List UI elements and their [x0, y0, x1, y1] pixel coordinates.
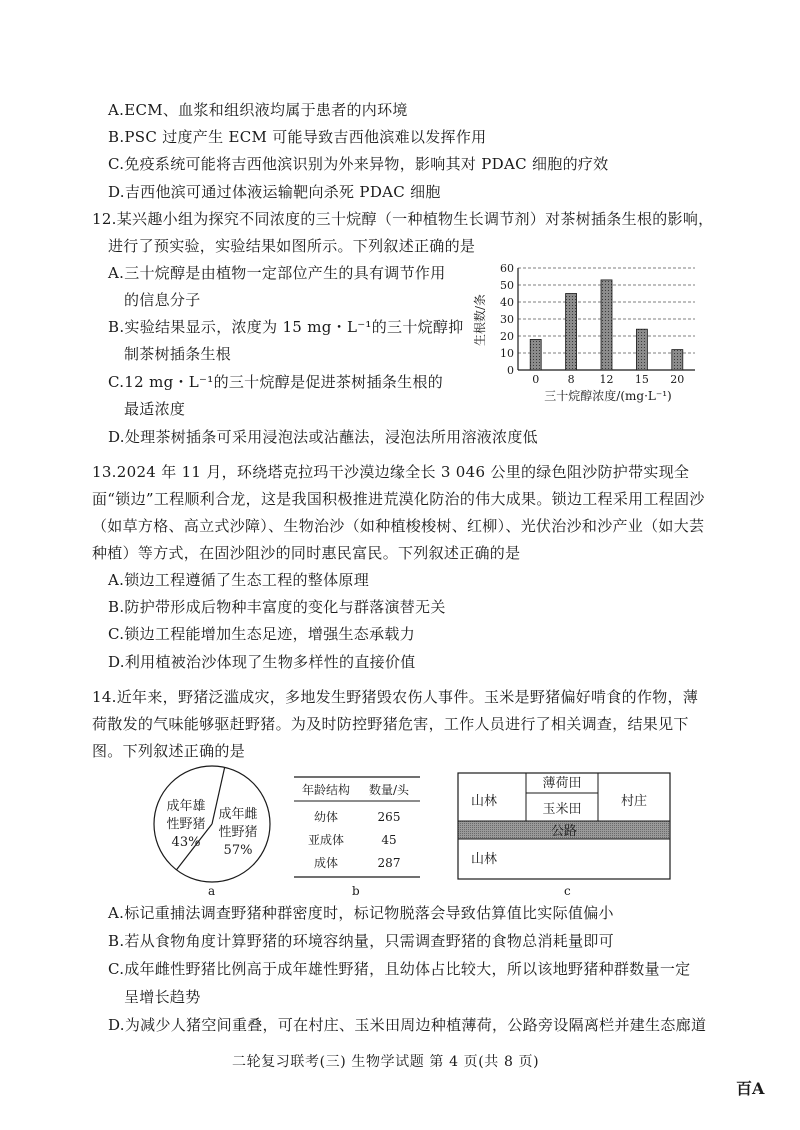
- figure-c-caption: c: [564, 884, 572, 898]
- pie-male-percent: 43%: [171, 835, 201, 850]
- table-row-adult-label: 成体: [313, 856, 339, 870]
- q11-option-d: D.吉西他滨可通过体液运输靶向杀死 PDAC 细胞: [108, 183, 441, 201]
- q12-option-a-line1: A.三十烷醇是由植物一定部位产生的具有调节作用: [108, 264, 446, 282]
- y-tick-label: 30: [500, 313, 514, 326]
- y-tick-label: 0: [507, 364, 514, 377]
- x-axis-label: 三十烷醇浓度/(mg·L⁻¹): [544, 389, 672, 403]
- q13-option-c: C.锁边工程能增加生态足迹，增强生态承载力: [108, 625, 416, 643]
- table-header-count: 数量/头: [368, 783, 410, 797]
- bar-0: [530, 339, 541, 370]
- bar-12: [601, 280, 612, 370]
- x-tick-label: 15: [634, 373, 649, 386]
- map-forest-top: 山林: [470, 794, 498, 809]
- map-mint-field: 薄荷田: [542, 776, 582, 791]
- q12-option-b-line2: 制茶树插条生根: [124, 345, 232, 363]
- y-tick-label: 10: [500, 347, 514, 360]
- figure-b-caption: b: [352, 884, 360, 898]
- q11-option-c: C.免疫系统可能将吉西他滨识别为外来异物，影响其对 PDAC 细胞的疗效: [108, 155, 609, 173]
- y-tick-label: 20: [500, 330, 514, 343]
- q12-option-b-line1: B.实验结果显示，浓度为 15 mg・L⁻¹的三十烷醇抑: [108, 318, 464, 336]
- q12-option-c-line1: C.12 mg・L⁻¹的三十烷醇是促进茶树插条生根的: [108, 373, 444, 391]
- figure-c-map: [456, 771, 676, 883]
- pie-female-label-line1: 成年雌: [218, 807, 258, 822]
- map-forest-bottom: 山林: [470, 852, 498, 867]
- y-axis-label: 生根数/条: [473, 293, 487, 347]
- x-tick-label: 12: [599, 373, 614, 386]
- q12-option-a-line2: 的信息分子: [124, 291, 201, 309]
- bar-20: [672, 350, 683, 370]
- table-row-subadult-value: 45: [381, 833, 397, 847]
- table-header-age: 年龄结构: [301, 783, 351, 797]
- page-corner-mark: 百A: [736, 1079, 765, 1098]
- map-village: 村庄: [620, 794, 648, 809]
- q14-stem: 14.近年来，野猪泛滥成灾，多地发生野猪毁农伤人事件。玉米是野猪偏好啃食的作物，薄荷散发的气味能够驱赶野猪。为及时防控野猪危害，工作人员进行了相关调查，结果见下图。下列叙述正确的是: [92, 688, 699, 760]
- q13-option-d: D.利用植被治沙体现了生物多样性的直接价值: [108, 653, 416, 671]
- q14-option-b: B.若从食物角度计算野猪的环境容纳量，只需调查野猪的食物总消耗量即可: [108, 932, 614, 950]
- q14-option-d: D.为减少人猪空间重叠，可在村庄、玉米田周边种植薄荷，公路旁设隔离栏并建生态廊道: [108, 1016, 707, 1034]
- pie-female-percent: 57%: [223, 843, 253, 858]
- bar-8: [566, 294, 577, 371]
- pie-female-label-line2: 性野猪: [218, 825, 258, 840]
- q12-option-c-line2: 最适浓度: [124, 400, 186, 418]
- x-tick-label: 8: [567, 373, 575, 386]
- rooting-bar-chart: [470, 260, 710, 410]
- table-row-adult-value: 287: [377, 856, 401, 870]
- x-tick-labels: [532, 373, 684, 386]
- q12-stem-line1: 12.某兴趣小组为探究不同浓度的三十烷醇（一种植物生长调节剂）对茶树插条生根的影响，: [92, 210, 714, 228]
- figure-a-pie: [150, 760, 280, 890]
- q13-option-b: B.防护带形成后物种丰富度的变化与群落演替无关: [108, 598, 446, 616]
- table-row-juvenile-label: 幼体: [313, 810, 339, 824]
- y-tick-label: 50: [500, 279, 514, 292]
- x-tick-label: 20: [670, 373, 685, 386]
- map-corn-field: 玉米田: [542, 802, 582, 817]
- page-footer: 二轮复习联考(三) 生物学试题 第 4 页(共 8 页): [232, 1054, 540, 1070]
- table-row-subadult-label: 亚成体: [307, 833, 345, 847]
- pie-male-label-line2: 性野猪: [166, 817, 206, 832]
- q14-option-a: A.标记重捕法调查野猪种群密度时，标记物脱落会导致估算值比实际值偏小: [108, 904, 614, 922]
- y-tick-label: 40: [500, 296, 514, 309]
- q13-stem: 13.2024 年 11 月，环绕塔克拉玛干沙漠边缘全长 3 046 公里的绿色阻沙防护带实现全面“锁边”工程顺利合龙，这是我国积极推进荒漠化防治的伟大成果。锁边工程采用工程固沙（如草方格、高立式沙障）、生物治沙（如种植梭梭树、红柳）、光伏治沙和沙产业（如大芸种植）等方式，在固沙阻沙的同时惠民富民。下列叙述正确的是: [92, 463, 705, 562]
- q12-option-d: D.处理茶树插条可采用浸泡法或沾蘸法，浸泡法所用溶液浓度低: [108, 428, 538, 446]
- bar-15: [636, 329, 647, 370]
- q12-stem-line2: 进行了预实验，实验结果如图所示。下列叙述正确的是: [108, 237, 476, 255]
- q11-option-b: B.PSC 过度产生 ECM 可能导致吉西他滨难以发挥作用: [108, 128, 487, 146]
- q14-option-c-line1: C.成年雌性野猪比例高于成年雄性野猪，且幼体占比较大，所以该地野猪种群数量一定: [108, 960, 691, 978]
- x-tick-label: 0: [532, 373, 540, 386]
- y-tick-label: 60: [500, 262, 514, 275]
- figure-a-caption: a: [208, 884, 216, 898]
- map-road-label: 公路: [550, 824, 578, 839]
- figure-b-table: [292, 773, 422, 883]
- q13-option-a: A.锁边工程遵循了生态工程的整体原理: [108, 571, 370, 589]
- table-row-juvenile-value: 265: [377, 810, 401, 824]
- pie-male-label-line1: 成年雄: [166, 799, 206, 814]
- y-tick-labels: [500, 262, 514, 377]
- q14-option-c-line2: 呈增长趋势: [124, 988, 201, 1006]
- q11-option-a: A.ECM、血浆和组织液均属于患者的内环境: [108, 101, 408, 119]
- chart-bars: [530, 280, 683, 370]
